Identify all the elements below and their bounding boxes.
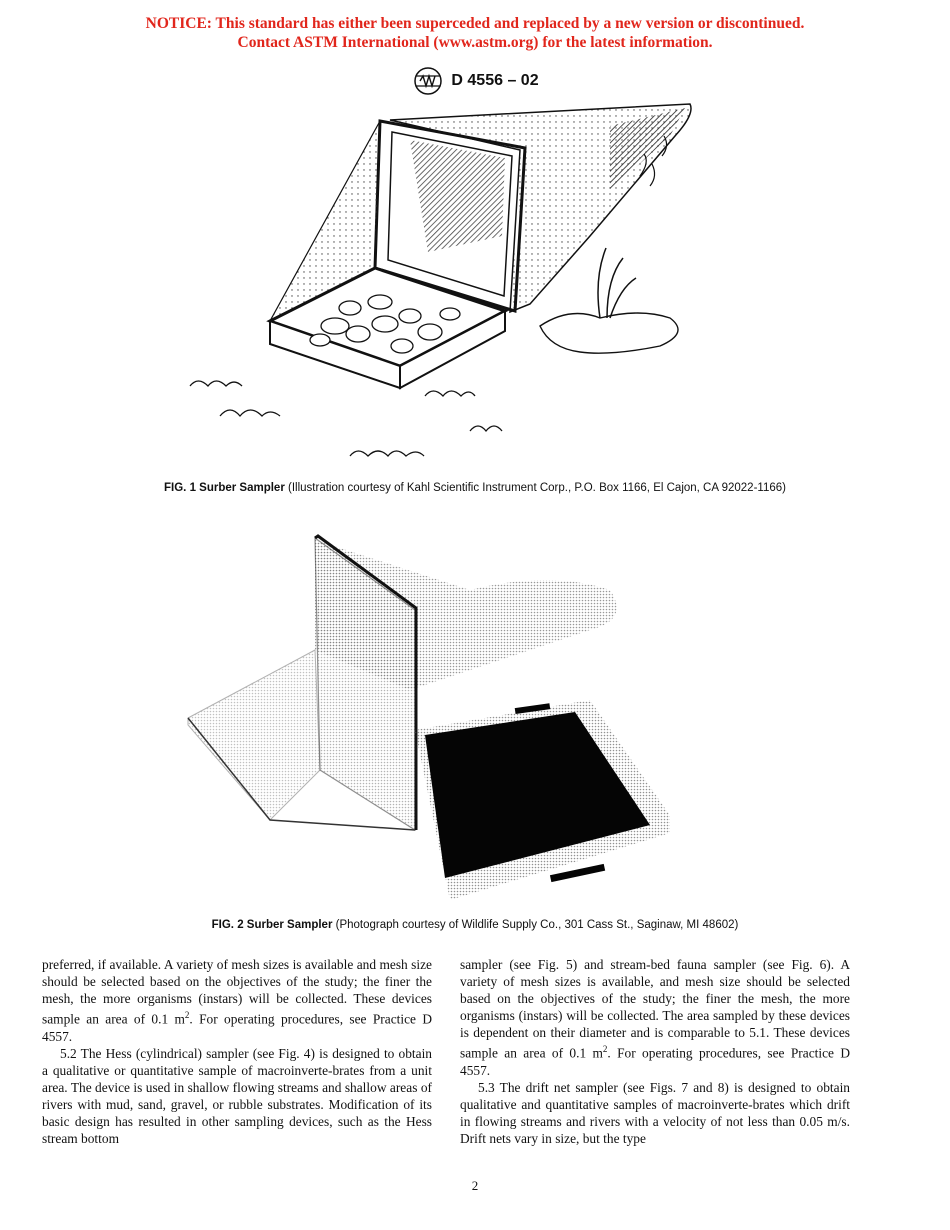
notice-line-1: NOTICE: This standard has either been superceded and replaced by a new version or discontinued. — [145, 15, 805, 32]
astm-logo-icon — [411, 66, 445, 96]
left-p1-end: . For operating procedures, see Practice D 4557. — [42, 1011, 432, 1044]
left-paragraph-2: 5.2 The Hess (cylindrical) sampler (see Fig. 4) is designed to obtain a qualitative or quantitative sample of macroinverte-brates from a unit area. The device is used in shallow flowing streams and shallow areas of rivers with mud, sand, gravel, or rubble substrates. Modification of its basic design has resulted in other sampling devices, such as the Hess stream bottom — [42, 1045, 432, 1147]
fig1-caption — [0, 482, 950, 494]
right-paragraph-2: 5.3 The drift net sampler (see Figs. 7 and 8) is designed to obtain qualitative and quantitative samples of macroinverte-brates which drift in flowing streams and rivers with a velocity of not less than 0.05 m/s. Drift nets vary in size, but the type — [460, 1080, 850, 1147]
notice-line-2: Contact ASTM International (www.astm.org) for the latest information. — [237, 34, 713, 51]
fig1-label: FIG. 1 Surber Sampler — [164, 482, 285, 494]
page-number: 2 — [471, 1178, 479, 1193]
fig1-credit: (Illustration courtesy of Kahl Scientific Instrument Corp., P.O. Box 1166, El Cajon, CA 92022-1166) — [284, 482, 786, 494]
right-p1-sup: 2 — [602, 1044, 608, 1055]
right-p1-end: . For operating procedures, see Practice D 4557. — [460, 1045, 850, 1079]
left-p1-sup: 2 — [184, 1010, 190, 1021]
fig2-label: FIG. 2 Surber Sampler — [211, 919, 333, 931]
left-paragraph-1 — [42, 956, 432, 1045]
fig2-credit: (Photograph courtesy of Wildlife Supply Co., 301 Cass St., Saginaw, MI 48602) — [332, 919, 739, 931]
body-column-left — [42, 956, 432, 1148]
right-paragraph-1 — [460, 956, 850, 1079]
document-header — [0, 66, 950, 96]
fig2-photograph — [170, 530, 670, 910]
notice-banner — [0, 14, 950, 52]
document-designation: D 4556 – 02 — [451, 72, 539, 89]
fig2-caption — [0, 919, 950, 931]
right-p1-text: sampler (see Fig. 5) and stream-bed fauna sampler (see Fig. 6). A variety of mesh sizes is available, and mesh size should be selected based on the objectives of the study; the finer the mesh, the more organisms (instars) will be collected. The area sampled by these devices is dependent on their diameter and is comparable to 5.1. These devices sample an area of 0.1 m — [460, 957, 850, 1061]
fig1-illustration — [170, 96, 740, 481]
left-p1-text: preferred, if available. A variety of mesh sizes is available and mesh size should be selected based on the objectives of the study; the finer the mesh, the more organisms (instars) will be collected. These devices sample an area of 0.1 m — [42, 957, 432, 1027]
body-column-right — [460, 956, 850, 1148]
